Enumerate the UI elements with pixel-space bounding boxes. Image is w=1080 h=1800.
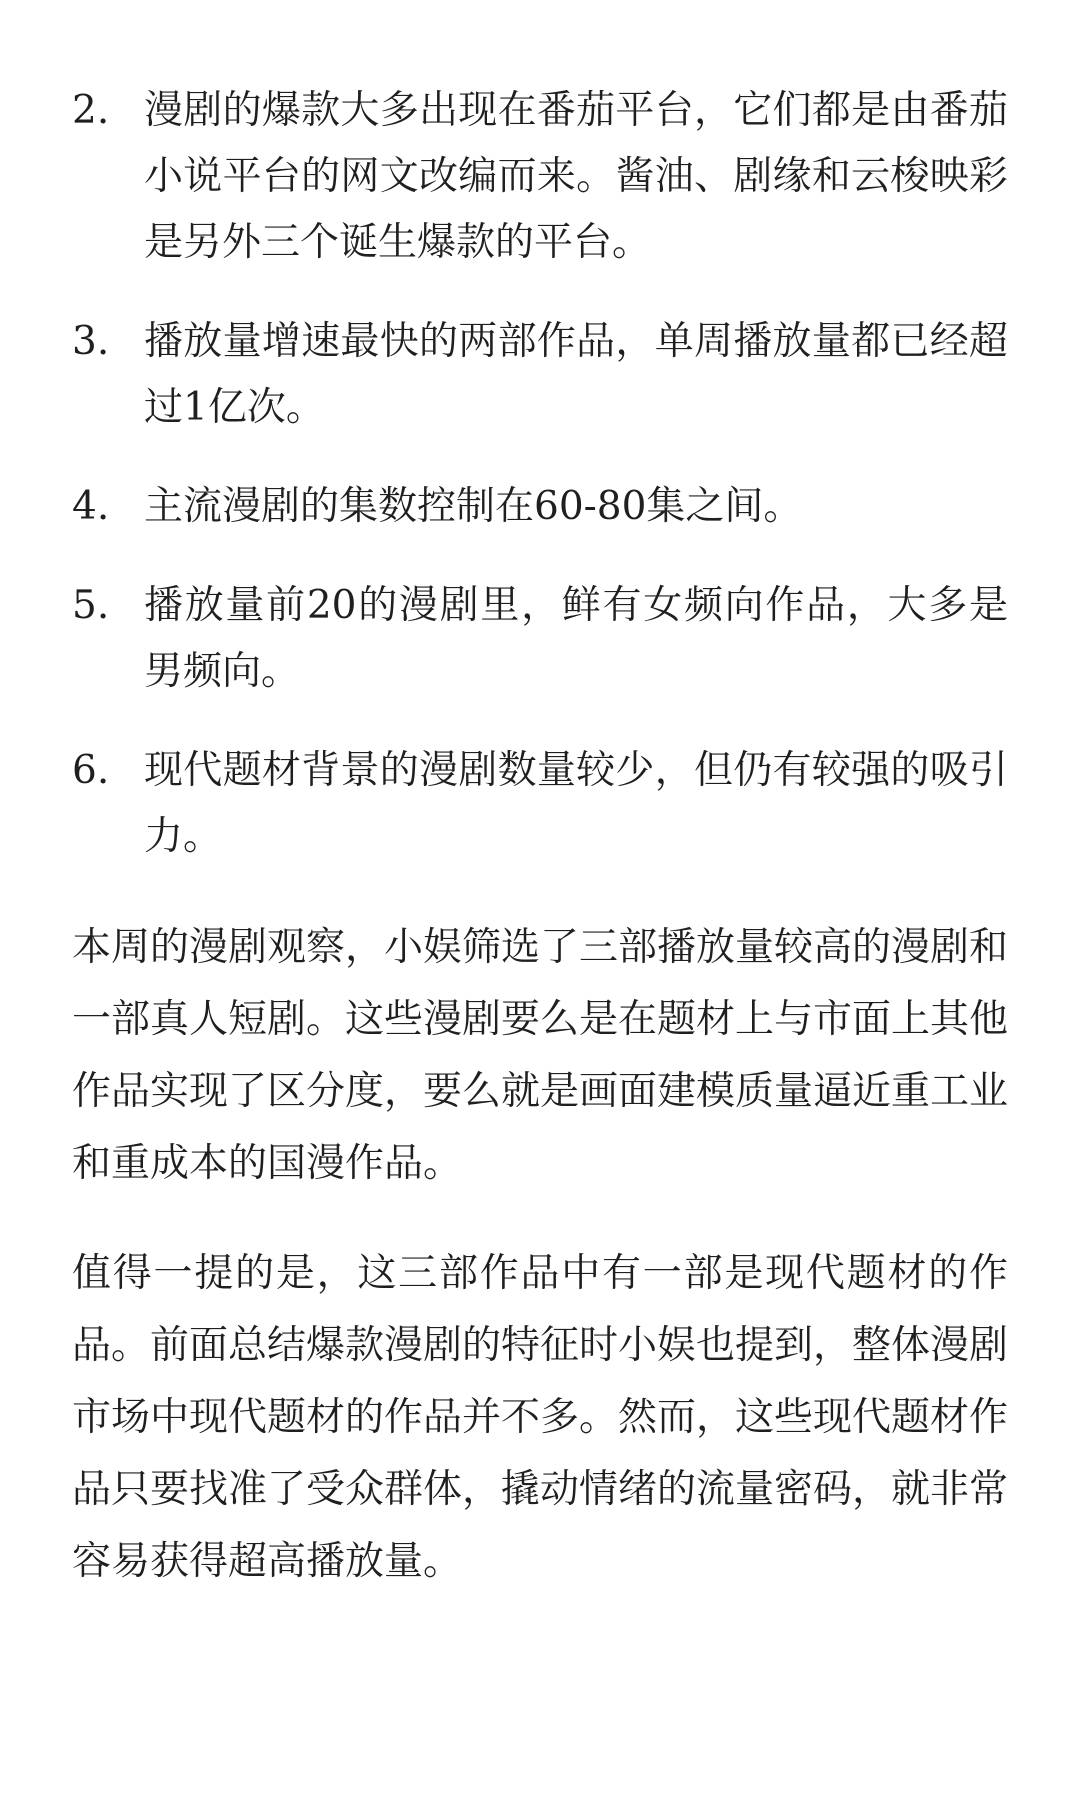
list-item-number: 5. <box>72 583 110 628</box>
list-item-text: 现代题材背景的漫剧数量较少，但仍有较强的吸引力。 <box>144 748 1008 859</box>
list-item <box>72 738 1008 870</box>
list-item <box>72 573 1008 705</box>
list-item-text: 主流漫剧的集数控制在60-80集之间。 <box>144 484 803 529</box>
paragraph-modern-theme-note: 值得一提的是，这三部作品中有一部是现代题材的作品。前面总结爆款漫剧的特征时小娱也提到，整体漫剧市场中现代题材的作品并不多。然而，这些现代题材作品只要找准了受众群体，撬动情绪的流量密码，就非常容易获得超高播放量。 <box>72 1251 1009 1584</box>
list-item <box>72 309 1008 441</box>
list-item-text: 漫剧的爆款大多出现在番茄平台，它们都是由番茄小说平台的网文改编而来。酱油、剧缘和云梭映彩是另外三个诞生爆款的平台。 <box>144 88 1008 265</box>
list-item-number: 4. <box>72 484 110 529</box>
list-item-number: 2. <box>72 88 110 133</box>
list-item-text: 播放量前20的漫剧里，鲜有女频向作品，大多是男频向。 <box>144 583 1008 694</box>
list-item <box>72 474 1008 540</box>
list-item-number: 6. <box>72 748 110 793</box>
list-item <box>72 78 1008 276</box>
findings-list <box>72 78 1008 870</box>
article-body <box>72 78 1008 1636</box>
list-item-text: 播放量增速最快的两部作品，单周播放量都已经超过1亿次。 <box>144 319 1008 430</box>
list-item-number: 3. <box>72 319 110 364</box>
paragraph-observation-intro: 本周的漫剧观察，小娱筛选了三部播放量较高的漫剧和一部真人短剧。这些漫剧要么是在题材上与市面上其他作品实现了区分度，要么就是画面建模质量逼近重工业和重成本的国漫作品。 <box>72 925 1009 1186</box>
